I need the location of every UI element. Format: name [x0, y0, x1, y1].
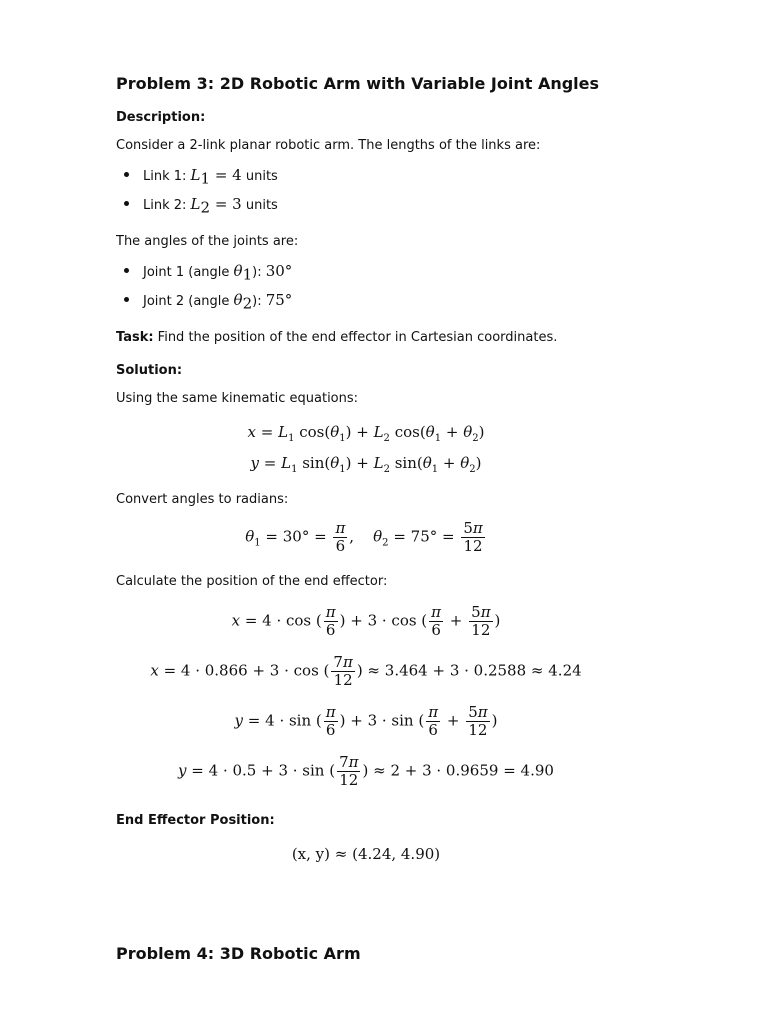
problem-3-title: Problem 3: 2D Robotic Arm with Variable Joint Angles — [116, 74, 600, 93]
y-calc-line-2: y = 4 · 0.5 + 3 · sin ( $\frac{7\pi}{12}$ ) ≈ 2 + 3 · 0.9659 = 4.90 — [178, 753, 554, 789]
kinematic-intro: Using the same kinematic equations: — [116, 391, 359, 406]
kinematic-equation-x: $x = L_1$ $\cos(\theta_1) + L_2$ $\cos(\theta_1 + \theta_2)$ — [247, 423, 485, 444]
bullet-icon — [124, 268, 129, 273]
task-line — [116, 330, 557, 345]
angles-intro: The angles of the joints are: — [116, 234, 299, 249]
joint-2-item: Joint 2 (angle $\theta_2$): 75° — [116, 291, 292, 313]
solution-label: Solution: — [116, 363, 183, 378]
x-calc-line-1: x = 4 · cos ( $\frac{\pi}{6}$ ) + 3 · cos ( $\frac{\pi}{6}$ + $\frac{5\pi}{12}$ ) — [231, 603, 501, 639]
calc-intro: Calculate the position of the end effector: — [116, 574, 388, 589]
problem-4-title: Problem 4: 3D Robotic Arm — [116, 944, 361, 963]
link-2-item: Link 2: $L_2 = 3$ units — [116, 195, 278, 217]
bullet-icon — [124, 172, 129, 177]
description-label: Description: — [116, 110, 206, 125]
convert-intro: Convert angles to radians: — [116, 492, 289, 507]
link-1-item: Link 1: $L_1 = 4$ units — [116, 166, 278, 188]
bullet-icon — [124, 201, 129, 206]
description-text: Consider a 2-link planar robotic arm. The lengths of the links are: — [116, 138, 541, 153]
end-effector-result: (x, y) ≈ (4.24, 4.90) — [291, 845, 441, 863]
bullet-icon — [124, 297, 129, 302]
task-text: Find the position of the end effector in Cartesian coordinates. — [153, 330, 558, 345]
y-calc-line-1: y = 4 · sin ( $\frac{\pi}{6}$ ) + 3 · sin ( $\frac{\pi}{6}$ + $\frac{5\pi}{12}$ ) — [234, 703, 498, 739]
end-effector-label: End Effector Position: — [116, 813, 275, 828]
kinematic-equation-y: $y = L_1$ $\sin(\theta_1) + L_2$ $\sin(\theta_1 + \theta_2)$ — [250, 454, 482, 475]
joint-1-item: Joint 1 (angle $\theta_1$): 30° — [116, 262, 292, 284]
x-calc-line-2: x = 4 · 0.866 + 3 · cos ( $\frac{7\pi}{12}$ ) ≈ 3.464 + 3 · 0.2588 ≈ 4.24 — [150, 653, 582, 689]
radians-equation: $\theta_1 = 30^\circ$ = $\frac{\pi}{6}$ , $\theta_2 = 75^\circ$ = $\frac{5\pi}{12}$ — [245, 519, 483, 555]
task-label: Task: — [116, 330, 154, 345]
